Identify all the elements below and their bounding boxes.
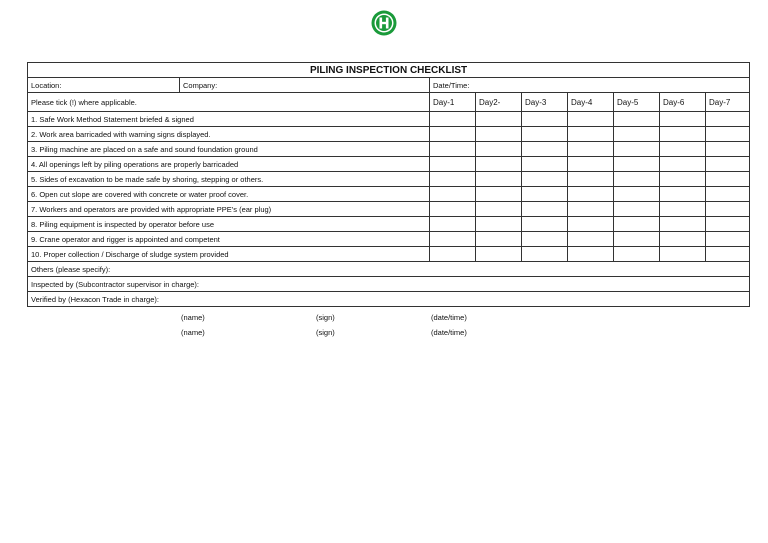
- others-field[interactable]: Others (please specify):: [28, 262, 750, 277]
- verified-by-label: Verified by (Hexacon Trade in charge):: [31, 294, 159, 304]
- checklist-item-label: 1. Safe Work Method Statement briefed & signed: [28, 112, 430, 127]
- tick-cell[interactable]: [522, 157, 568, 172]
- tick-cell[interactable]: [706, 202, 750, 217]
- tick-cell[interactable]: [476, 217, 522, 232]
- checklist-item-label: 9. Crane operator and rigger is appointed and competent: [28, 232, 430, 247]
- tick-cell[interactable]: [660, 202, 706, 217]
- tick-cell[interactable]: [706, 112, 750, 127]
- checklist-row: [28, 157, 750, 172]
- tick-cell[interactable]: [568, 157, 614, 172]
- tick-cell[interactable]: [476, 142, 522, 157]
- tick-cell[interactable]: [568, 247, 614, 262]
- name-caption: (name): [181, 328, 205, 337]
- tick-cell[interactable]: [614, 112, 660, 127]
- datetime-caption: (date/time): [431, 313, 467, 322]
- location-field[interactable]: Location:: [28, 78, 180, 93]
- tick-cell[interactable]: [476, 247, 522, 262]
- tick-cell[interactable]: [614, 172, 660, 187]
- tick-cell[interactable]: [430, 172, 476, 187]
- sign-caption: (sign): [316, 313, 335, 322]
- checklist-row: [28, 217, 750, 232]
- tick-cell[interactable]: [660, 127, 706, 142]
- tick-cell[interactable]: [706, 247, 750, 262]
- tick-cell[interactable]: [660, 112, 706, 127]
- tick-cell[interactable]: [522, 232, 568, 247]
- checklist-item-label: 8. Piling equipment is inspected by operator before use: [28, 217, 430, 232]
- tick-cell[interactable]: [522, 217, 568, 232]
- tick-cell[interactable]: [430, 127, 476, 142]
- tick-cell[interactable]: [522, 247, 568, 262]
- datetime-caption: (date/time): [431, 328, 467, 337]
- tick-cell[interactable]: [614, 142, 660, 157]
- verified-by-block[interactable]: [28, 292, 750, 337]
- checklist-row: [28, 202, 750, 217]
- datetime-field[interactable]: Date/Time:: [430, 78, 750, 93]
- tick-cell[interactable]: [568, 142, 614, 157]
- tick-cell[interactable]: [660, 142, 706, 157]
- tick-cell[interactable]: [614, 202, 660, 217]
- tick-cell[interactable]: [430, 232, 476, 247]
- tick-cell[interactable]: [430, 157, 476, 172]
- tick-cell[interactable]: [614, 232, 660, 247]
- checklist-row: [28, 247, 750, 262]
- day-header: Day-1: [430, 93, 476, 112]
- tick-cell[interactable]: [522, 202, 568, 217]
- tick-cell[interactable]: [522, 127, 568, 142]
- tick-cell[interactable]: [706, 187, 750, 202]
- tick-cell[interactable]: [568, 217, 614, 232]
- tick-cell[interactable]: [430, 112, 476, 127]
- tick-cell[interactable]: [660, 187, 706, 202]
- tick-cell[interactable]: [660, 172, 706, 187]
- day-header: Day-4: [568, 93, 614, 112]
- day-header: Day-3: [522, 93, 568, 112]
- tick-cell[interactable]: [522, 112, 568, 127]
- tick-cell[interactable]: [430, 217, 476, 232]
- tick-cell[interactable]: [614, 217, 660, 232]
- tick-cell[interactable]: [522, 142, 568, 157]
- tick-cell[interactable]: [476, 232, 522, 247]
- company-field[interactable]: Company:: [180, 78, 430, 93]
- name-caption: (name): [181, 313, 205, 322]
- tick-cell[interactable]: [430, 247, 476, 262]
- tick-cell[interactable]: [614, 127, 660, 142]
- checklist-item-label: 4. All openings left by piling operations are properly barricaded: [28, 157, 430, 172]
- tick-cell[interactable]: [614, 187, 660, 202]
- tick-cell[interactable]: [660, 232, 706, 247]
- tick-cell[interactable]: [522, 172, 568, 187]
- page-title: PILING INSPECTION CHECKLIST: [28, 63, 750, 78]
- tick-cell[interactable]: [706, 157, 750, 172]
- tick-cell[interactable]: [614, 157, 660, 172]
- tick-cell[interactable]: [476, 202, 522, 217]
- tick-cell[interactable]: [430, 142, 476, 157]
- checklist-item-label: 2. Work area barricaded with warning signs displayed.: [28, 127, 430, 142]
- checklist-row: [28, 187, 750, 202]
- tick-cell[interactable]: [706, 217, 750, 232]
- checklist-row: [28, 142, 750, 157]
- tick-cell[interactable]: [568, 187, 614, 202]
- checklist-table: [27, 62, 750, 337]
- instruction-text: Please tick (!) where applicable.: [28, 93, 430, 112]
- checklist-item-label: 5. Sides of excavation to be made safe by shoring, stepping or others.: [28, 172, 430, 187]
- checklist-item-label: 3. Piling machine are placed on a safe and sound foundation ground: [28, 142, 430, 157]
- tick-cell[interactable]: [660, 157, 706, 172]
- tick-cell[interactable]: [568, 202, 614, 217]
- checklist-row: [28, 232, 750, 247]
- checklist-row: [28, 127, 750, 142]
- tick-cell[interactable]: [476, 127, 522, 142]
- tick-cell[interactable]: [660, 247, 706, 262]
- hexacon-logo-icon: [370, 9, 398, 37]
- checklist-item-label: 10. Proper collection / Discharge of sludge system provided: [28, 247, 430, 262]
- tick-cell[interactable]: [476, 187, 522, 202]
- checklist-item-label: 6. Open cut slope are covered with concrete or water proof cover.: [28, 187, 430, 202]
- checklist-row: [28, 112, 750, 127]
- tick-cell[interactable]: [430, 202, 476, 217]
- tick-cell[interactable]: [568, 127, 614, 142]
- tick-cell[interactable]: [568, 112, 614, 127]
- tick-cell[interactable]: [568, 172, 614, 187]
- tick-cell[interactable]: [476, 172, 522, 187]
- tick-cell[interactable]: [706, 127, 750, 142]
- checklist-row: [28, 172, 750, 187]
- day-header: Day-5: [614, 93, 660, 112]
- day-header: Day-6: [660, 93, 706, 112]
- day-header: Day2-: [476, 93, 522, 112]
- sign-caption: (sign): [316, 328, 335, 337]
- tick-cell[interactable]: [522, 187, 568, 202]
- inspected-by-label: Inspected by (Subcontractor supervisor in charge):: [31, 279, 199, 289]
- tick-cell[interactable]: [706, 142, 750, 157]
- checklist-item-label: 7. Workers and operators are provided with appropriate PPE's (ear plug): [28, 202, 430, 217]
- tick-cell[interactable]: [430, 187, 476, 202]
- tick-cell[interactable]: [568, 232, 614, 247]
- day-header: Day-7: [706, 93, 750, 112]
- tick-cell[interactable]: [706, 172, 750, 187]
- tick-cell[interactable]: [476, 157, 522, 172]
- tick-cell[interactable]: [476, 112, 522, 127]
- tick-cell[interactable]: [706, 232, 750, 247]
- tick-cell[interactable]: [614, 247, 660, 262]
- tick-cell[interactable]: [660, 217, 706, 232]
